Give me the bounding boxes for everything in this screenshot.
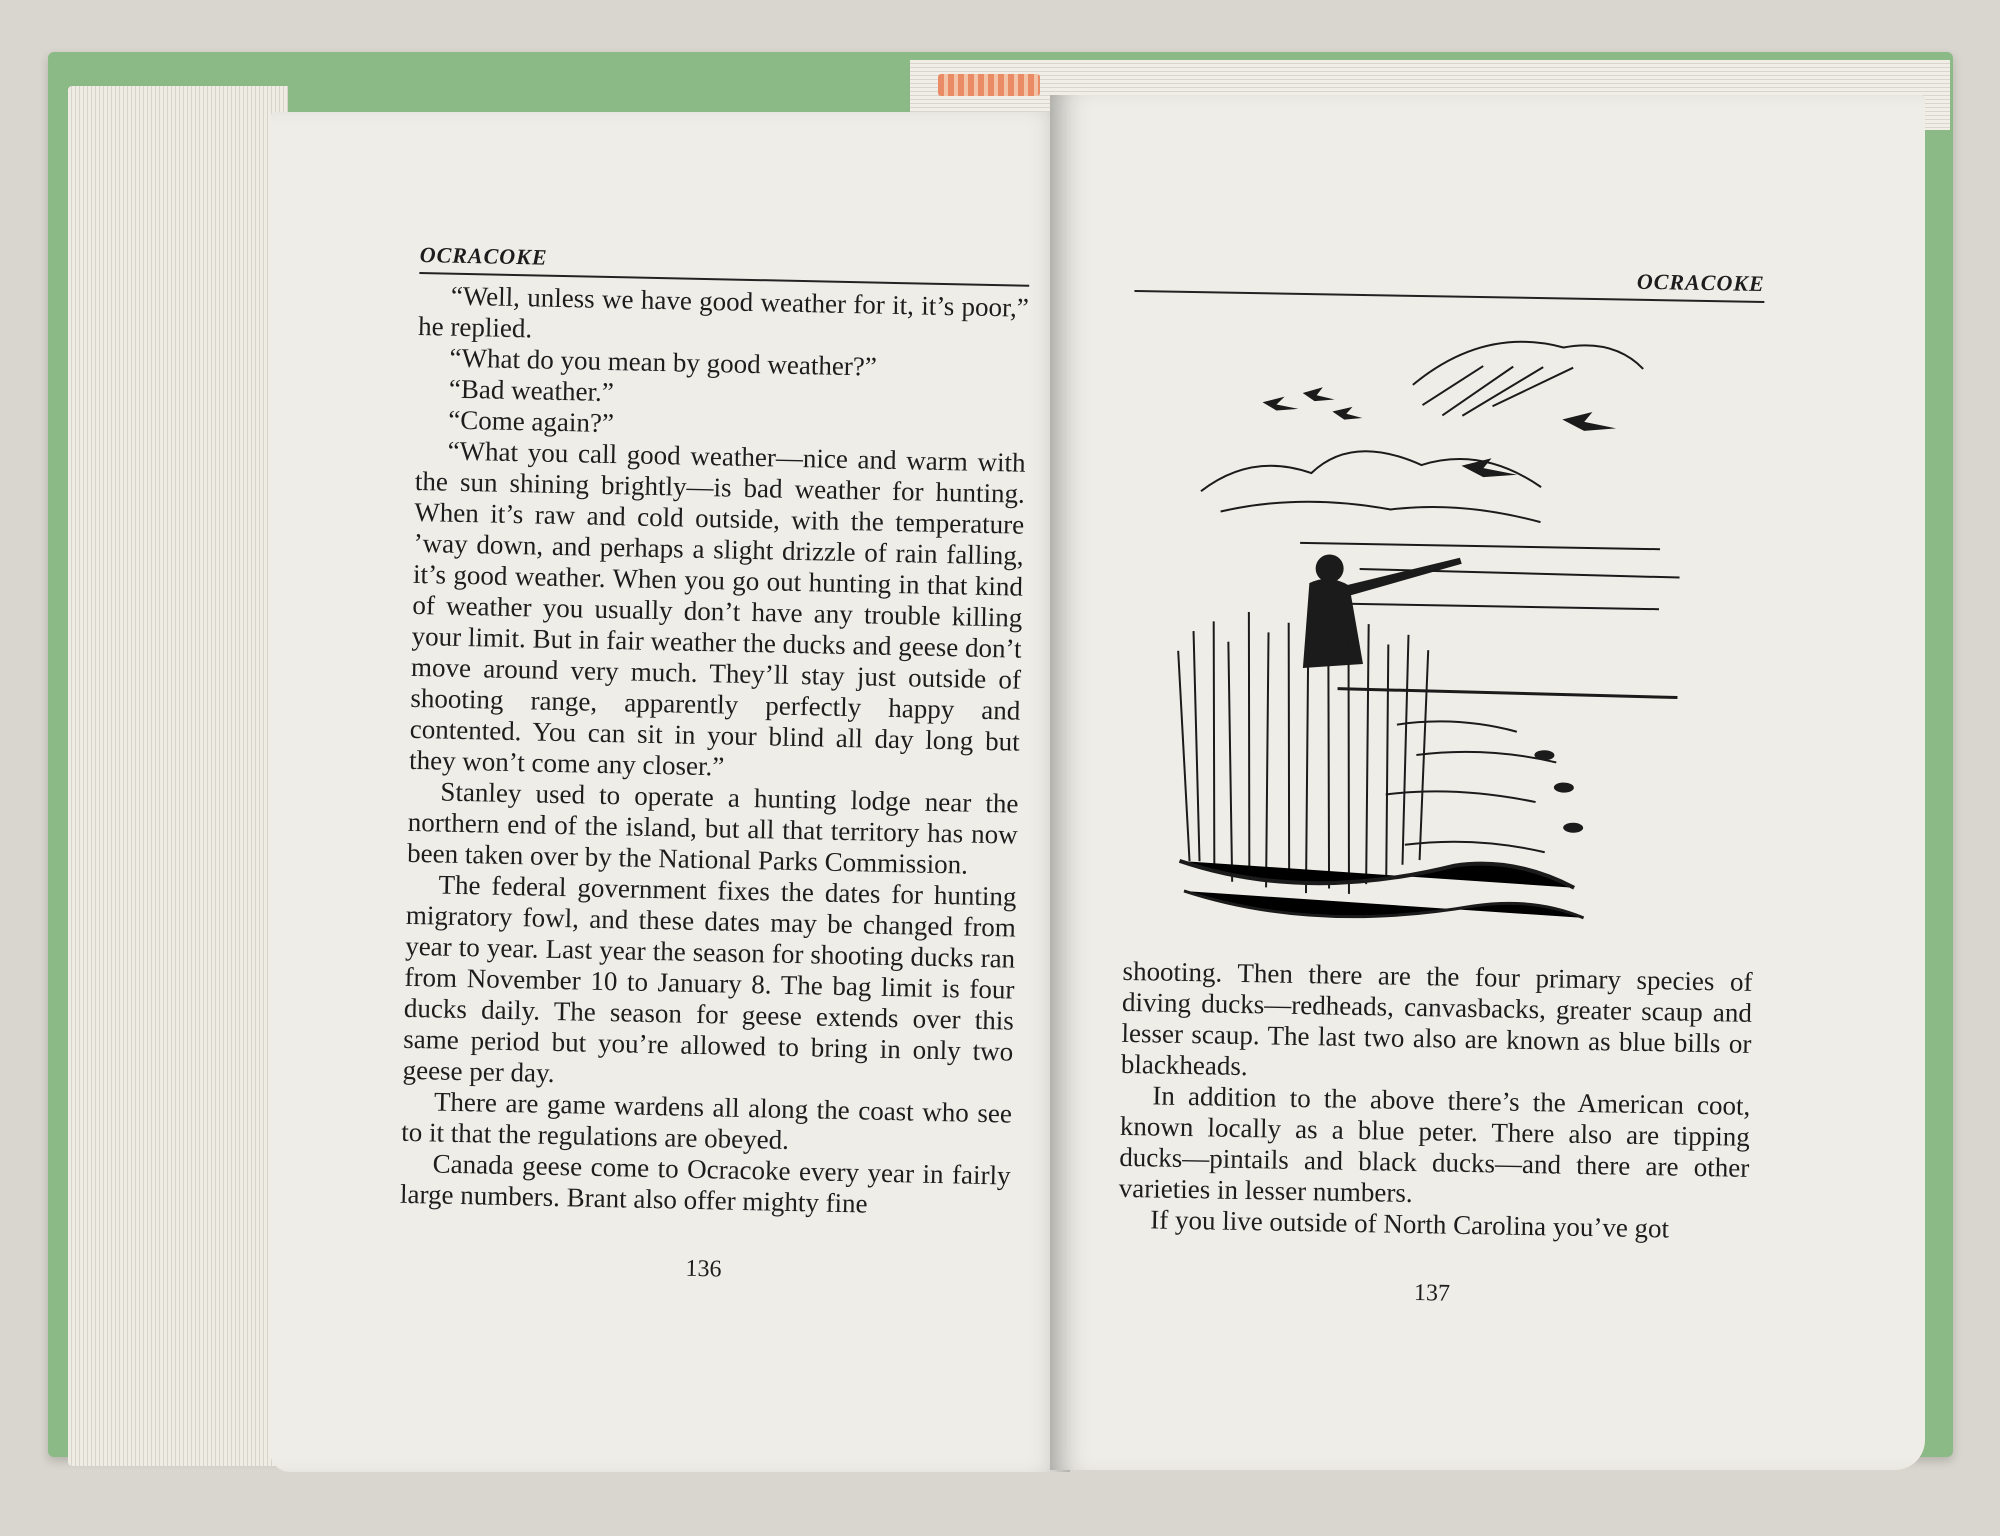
- left-paragraph-6: Stanley used to operate a hunting lodge near the northern end of the island, but all that territory has now been taken over by the National Parks Commission.: [406, 776, 1019, 880]
- left-paragraph-3: “Bad weather.”: [448, 373, 615, 408]
- right-page-number: 137: [1413, 1280, 1451, 1307]
- left-page-content: [398, 242, 1030, 1290]
- left-paragraph-2: “What do you mean by good weather?”: [449, 342, 878, 382]
- left-page: [270, 112, 1070, 1472]
- left-paragraph-1: “Well, unless we have good weather for it, it’s poor,” he replied.: [417, 280, 1030, 344]
- left-paragraph-8: There are game wardens all along the coast who see to it that the regulations are obeyed.: [401, 1086, 1013, 1155]
- left-paragraph-4: “Come again?”: [447, 404, 615, 439]
- left-page-number: 136: [685, 1255, 722, 1283]
- left-paragraph-7: The federal government fixes the dates for hunting migratory fowl, and these dates may be changed from year to year. Last year the season for shooting ducks ran from November 10 to January 8. The bag limit is four ducks daily. The season for geese extends over this same period but you’re allowed to bring in only two geese per day.: [402, 869, 1017, 1088]
- right-paragraph-1: shooting. Then there are the four primary species of diving ducks—redheads, canvasbacks, greater scaup and lesser scaup. The last two also are known as blue bills or blackheads.: [1120, 955, 1753, 1082]
- left-running-head: OCRACOKE: [419, 242, 1030, 287]
- right-page-content: [1117, 260, 1765, 1313]
- right-paragraph-2: In addition to the above there’s the American coot, known locally as a blue peter. There also are tipping ducks—pintails and black ducks—and there are other varieties in lesser numbers.: [1118, 1080, 1751, 1208]
- right-running-head: OCRACOKE: [1134, 260, 1764, 303]
- left-paragraph-9: Canada geese come to Ocracoke every year in fairly large numbers. Brant also offer mighty fine: [399, 1148, 1011, 1219]
- left-paragraph-5: “What you call good weather—nice and warm with the sun shining brightly—is bad weather for hunting. When it’s raw and cold outside, with the temperature ’way down, and perhaps a slight drizzle of rain falling, it’s good weather. When you go out hunting in that kind of weather you usually don’t have any trouble killing your limit. But in fair weather the ducks and geese don’t move around very much. They’ll stay just outside of shooting range, apparently perfectly happy and contented. You can sit in your blind all day long but they won’t come any closer.”: [408, 435, 1026, 782]
- hunter-in-duck-blind-illustration: [1153, 301, 1724, 951]
- page-edges-left: [68, 86, 288, 1466]
- right-paragraph-3: If you live outside of North Carolina you’ve got: [1149, 1204, 1670, 1244]
- bookmark-ribbon: [938, 74, 1040, 96]
- right-page: [1050, 95, 1925, 1470]
